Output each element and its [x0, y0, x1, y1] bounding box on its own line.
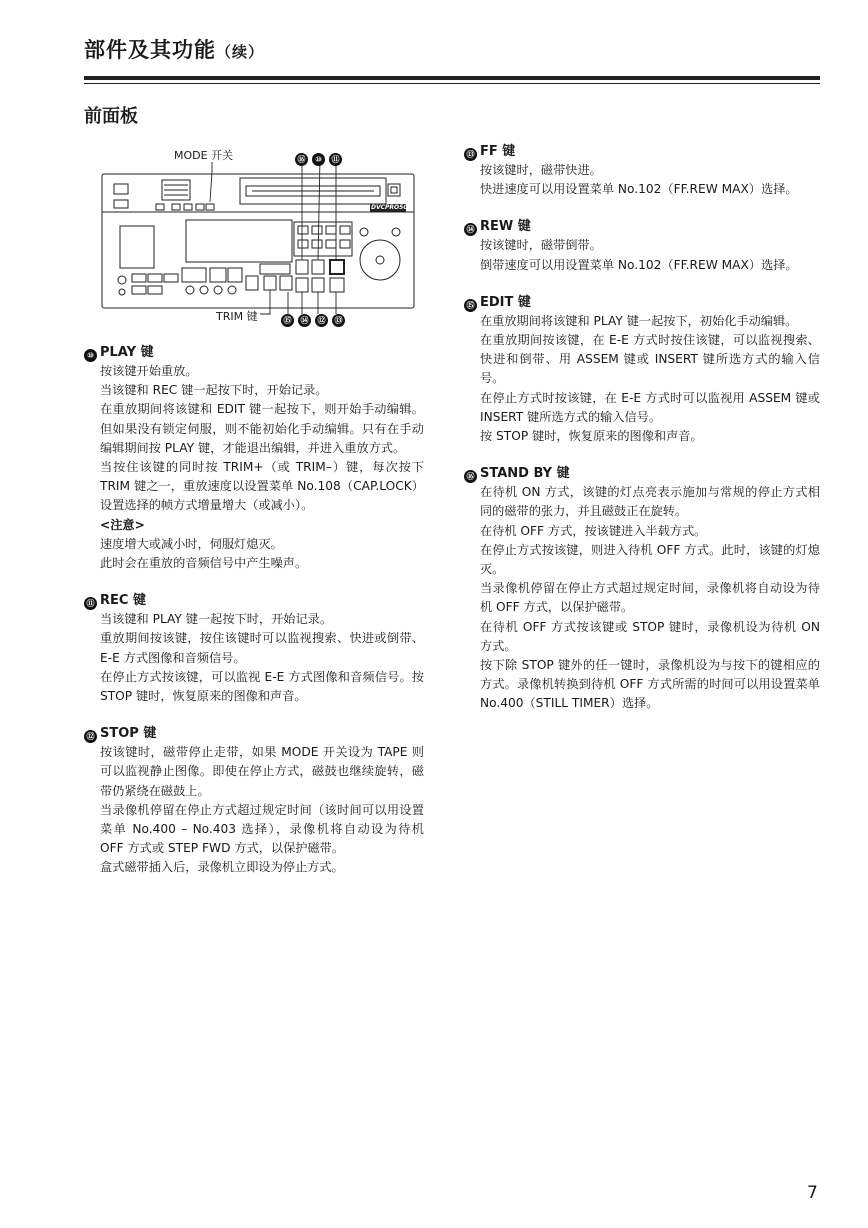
key-heading — [464, 464, 820, 483]
key-description — [84, 724, 424, 877]
key-description — [84, 591, 424, 706]
callout-15: ⑮ — [281, 314, 294, 327]
callout-10: ⑩ — [312, 153, 325, 166]
key-description — [464, 142, 820, 199]
body-paragraph: 在停止方式时按该键，在 E-E 方式时可以监视用 ASSEM 键或 INSERT 键所选方式的输入信号。 — [480, 390, 820, 424]
body-paragraph: 按该键时，磁带快进。 — [480, 163, 602, 177]
continued-mark: （续） — [216, 43, 265, 61]
mode-switch-label: MODE 开关 — [174, 149, 234, 162]
item-number-badge: ⑭ — [464, 223, 477, 236]
body-paragraph: 按该键开始重放。 — [100, 364, 198, 378]
item-number-badge: ⑩ — [84, 349, 97, 362]
key-description — [84, 343, 424, 573]
key-body — [464, 312, 820, 446]
item-number-badge: ⑬ — [464, 148, 477, 161]
body-paragraph: 按 STOP 键时，恢复原来的图像和声音。 — [480, 429, 703, 444]
body-paragraph: 在重放期间按该键，在 E-E 方式时按住该键，可以监视搜索、快进和倒带、用 ASSEM 键或 INSERT 键所选方式的输入信号。 — [480, 333, 820, 386]
header-rule-thick — [84, 76, 820, 80]
front-panel-drawing — [84, 142, 424, 328]
body-paragraph: 盒式磁带插入后，录像机立即设为停止方式。 — [100, 860, 344, 875]
callout-16: ⑯ — [295, 153, 308, 166]
callout-14: ⑭ — [298, 314, 311, 327]
body-paragraph: 当录像机停留在停止方式超过规定时间（该时间可以用设置菜单 No.400 – No.403 选择），录像机将自动设为待机 OFF 方式或 STEP FWD 方式，以保护磁带。 — [100, 802, 424, 856]
brand-label: DVCPRO50 — [371, 204, 408, 211]
body-paragraph: 当录像机停留在停止方式超过规定时间，录像机将自动设为待机 OFF 方式，以保护磁带。 — [480, 581, 820, 615]
key-heading — [464, 217, 820, 236]
body-paragraph: 在待机 OFF 方式，按该键进入半载方式。 — [480, 523, 707, 538]
body-paragraph: 当按住该键的同时按 TRIM+（或 TRIM–）键，每次按下 TRIM 键之一，重放速度以设置菜单 No.108（CAP.LOCK）设置选择的帧方式增量增大（或减小）。 — [100, 460, 424, 513]
body-paragraph: 在待机 OFF 方式按该键或 STOP 键时，录像机设为待机 ON 方式。 — [480, 619, 820, 653]
callout-13: ⑬ — [332, 314, 345, 327]
key-title: REW 键 — [480, 219, 531, 235]
body-paragraph: 按下除 STOP 键外的任一键时，录像机设为与按下的键相应的方式。录像机转换到待机 OFF 方式所需的时间可以用设置菜单 No.400（STILL TIMER）选择。 — [480, 658, 820, 711]
top-callout-badges — [295, 145, 346, 166]
body-paragraph: 重放期间按该键，按住该键时可以监视搜索、快进或倒带、E-E 方式图像和音频信号。 — [100, 631, 424, 665]
key-body — [464, 236, 820, 274]
header-rule-thin — [84, 83, 820, 84]
section-title: 前面板 — [84, 106, 138, 127]
note-heading: <注意> — [100, 517, 145, 532]
key-description — [464, 464, 820, 713]
body-paragraph: 快进速度可以用设置菜单 No.102（FF.REW MAX）选择。 — [480, 182, 798, 197]
key-title: PLAY 键 — [100, 345, 154, 360]
page-header-title: 部件及其功能（续） — [84, 38, 265, 62]
bottom-callout-badges — [281, 306, 349, 327]
callout-11: ⑪ — [329, 153, 342, 166]
key-body — [84, 610, 424, 706]
key-title: EDIT 键 — [480, 294, 531, 310]
key-body — [464, 483, 820, 713]
front-panel-diagram — [84, 142, 424, 328]
body-paragraph: 在停止方式按该键，则进入待机 OFF 方式。此时，该键的灯熄灭。 — [480, 542, 820, 577]
key-title: STOP 键 — [100, 726, 157, 742]
key-heading — [464, 142, 820, 161]
callout-12: ⑫ — [315, 314, 328, 327]
body-paragraph: 按该键时，磁带倒带。 — [480, 238, 602, 253]
key-heading — [84, 591, 424, 610]
key-title: STAND BY 键 — [480, 466, 570, 482]
body-paragraph: 倒带速度可以用设置菜单 No.102（FF.REW MAX）选择。 — [480, 257, 798, 272]
body-paragraph: 按该键时，磁带停止走带，如果 MODE 开关设为 TAPE 则可以监视静止图像。即使在停止方式，磁鼓也继续旋转，磁带仍紧绕在磁鼓上。 — [100, 745, 424, 798]
key-description — [464, 217, 820, 274]
key-body — [84, 362, 424, 573]
body-paragraph: 速度增大或减小时，伺服灯熄灭。 — [100, 536, 283, 551]
item-number-badge: ⑫ — [84, 730, 97, 743]
key-title: REC 键 — [100, 593, 146, 609]
body-paragraph: 在待机 ON 方式，该键的灯点亮表示施加与常规的停止方式相同的磁带的张力，并且磁鼓正在旋转。 — [480, 485, 820, 519]
key-description — [464, 293, 820, 446]
key-heading — [84, 724, 424, 743]
key-heading — [84, 343, 424, 362]
key-body — [84, 743, 424, 877]
item-number-badge: ⑮ — [464, 299, 477, 312]
body-paragraph: 在停止方式按该键，可以监视 E-E 方式图像和音频信号。按 STOP 键时，恢复原来的图像和声音。 — [100, 669, 424, 704]
key-title: FF 键 — [480, 144, 516, 159]
item-number-badge: ⑯ — [464, 470, 477, 483]
body-paragraph: 当该键和 REC 键一起按下时，开始记录。 — [100, 383, 328, 398]
body-paragraph: 此时会在重放的音频信号中产生噪声。 — [100, 556, 308, 571]
left-column — [84, 343, 424, 896]
body-paragraph: 当该键和 PLAY 键一起按下时，开始记录。 — [100, 612, 333, 627]
right-column — [464, 142, 820, 732]
body-paragraph: 在重放期间将该键和 PLAY 键一起按下，初始化手动编辑。 — [480, 313, 798, 328]
body-paragraph: 在重放期间将该键和 EDIT 键一起按下，则开始手动编辑。但如果没有锁定伺服，则不能初始化手动编辑。只有在手动编辑期间按 PLAY 键，才能退出编辑，并进入重放方式。 — [100, 402, 424, 455]
key-heading — [464, 293, 820, 312]
trim-key-label: TRIM 键 — [216, 310, 258, 323]
page-number: 7 — [807, 1183, 818, 1203]
key-body — [464, 161, 820, 199]
item-number-badge: ⑪ — [84, 597, 97, 610]
